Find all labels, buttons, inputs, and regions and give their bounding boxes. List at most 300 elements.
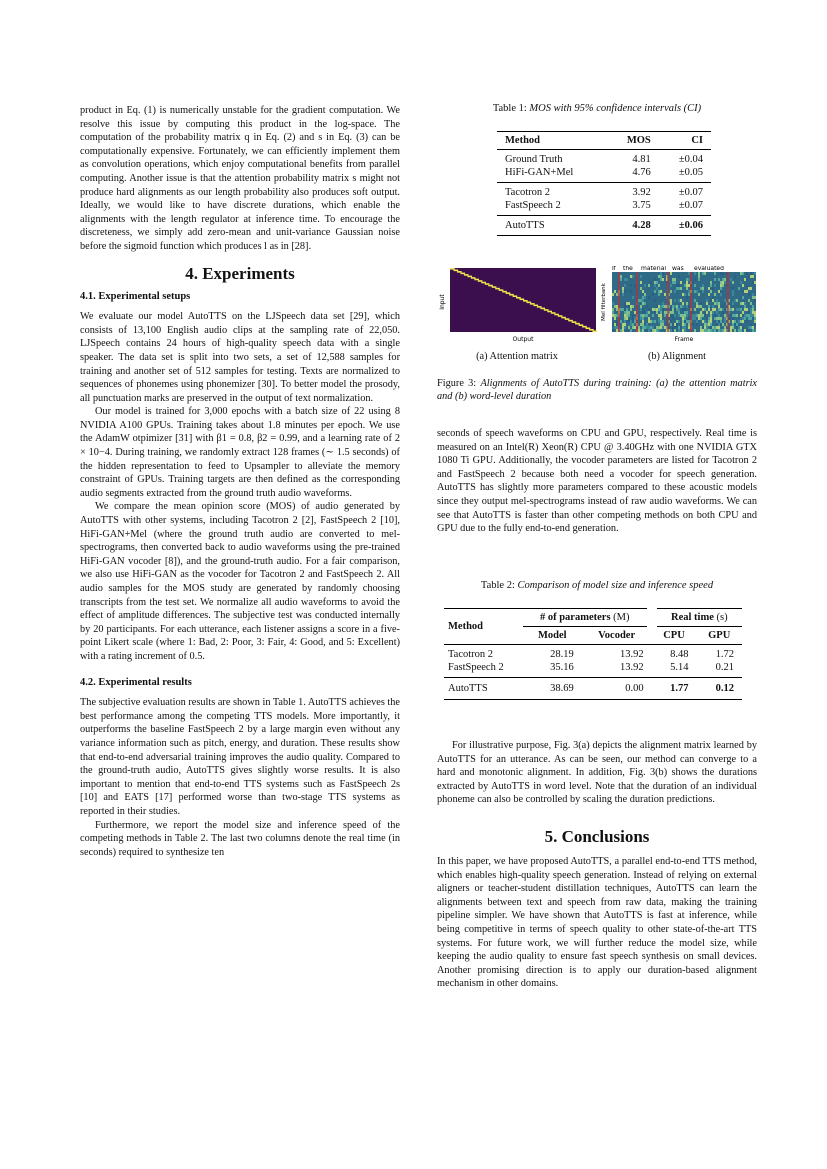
spectrogram-cell — [748, 317, 750, 320]
spectrogram-cell — [702, 320, 704, 323]
attention-cell — [460, 273, 465, 275]
table-row: FastSpeech 2 3.75 ±0.07 — [497, 199, 711, 216]
spectrogram-cell — [680, 281, 682, 284]
word-label: the — [623, 266, 633, 272]
spectrogram-cell — [722, 329, 724, 332]
spectrogram-cell — [640, 329, 642, 332]
spectrogram-cell — [676, 308, 678, 311]
spectrogram-cell — [742, 311, 744, 314]
spectrogram-cell — [646, 326, 648, 329]
spectrogram-cell — [684, 293, 686, 296]
spectrogram-cell — [710, 284, 712, 287]
spectrogram-cell — [716, 299, 718, 302]
spectrogram-cell — [660, 320, 662, 323]
attention-cell — [530, 303, 535, 305]
spectrogram-cell — [710, 317, 712, 320]
spectrogram-cell — [670, 302, 672, 305]
spectrogram-cell — [694, 272, 696, 275]
table1-header-method: Method — [505, 135, 540, 146]
spectrogram-cell — [742, 272, 744, 275]
attention-cell — [506, 292, 511, 294]
spectrogram-cell — [682, 305, 684, 308]
spectrogram-cell — [648, 320, 650, 323]
spectrogram-cell — [694, 278, 696, 281]
spectrogram-cell — [744, 305, 746, 308]
spectrogram-cell — [736, 314, 738, 317]
spectrogram-cell — [682, 302, 684, 305]
spectrogram-cell — [660, 314, 662, 317]
spectrogram-cell — [632, 314, 634, 317]
spectrogram-cell — [622, 290, 624, 293]
spectrogram-cell — [686, 305, 688, 308]
spectrogram-cell — [672, 323, 674, 326]
figure3-plots — [436, 266, 756, 346]
spectrogram-cell — [688, 290, 690, 293]
spectrogram-cell — [620, 278, 622, 281]
attention-cell — [467, 276, 472, 278]
spectrogram-cell — [730, 308, 732, 311]
spectrogram-cell — [698, 275, 700, 278]
spectrogram-cell — [716, 320, 718, 323]
spectrogram-cell — [678, 329, 680, 332]
spectrogram-cell — [642, 311, 644, 314]
spectrogram-cell — [670, 284, 672, 287]
spectrogram-cell — [614, 290, 616, 293]
spectrogram-cell — [632, 305, 634, 308]
spectrogram-cell — [688, 323, 690, 326]
spectrogram-cell — [658, 326, 660, 329]
spectrogram-cell — [724, 278, 726, 281]
spectrogram-cell — [652, 326, 654, 329]
spectrogram-cell — [658, 314, 660, 317]
spectrogram-cell — [678, 308, 680, 311]
spectrogram-cell — [740, 302, 742, 305]
spectrogram-cell — [684, 329, 686, 332]
spectrogram-cell — [616, 305, 618, 308]
spectrogram-cell — [714, 314, 716, 317]
spectrogram-cell — [672, 308, 674, 311]
spectrogram-cell — [652, 308, 654, 311]
spectrogram-cell — [712, 305, 714, 308]
spectrogram-cell — [754, 296, 756, 299]
spectrogram-cell — [702, 314, 704, 317]
spectrogram-cell — [754, 329, 756, 332]
spectrogram-cell — [714, 326, 716, 329]
spectrogram-cell — [746, 329, 748, 332]
spectrogram-cell — [656, 287, 658, 290]
spectrogram-cell — [624, 284, 626, 287]
spectrogram-cell — [708, 305, 710, 308]
spectrogram-cell — [622, 287, 624, 290]
spectrogram-cell — [674, 290, 676, 293]
spectrogram-cell — [750, 302, 752, 305]
spectrogram-cell — [658, 275, 660, 278]
spectrogram-cell — [630, 284, 632, 287]
spectrogram-cell — [674, 329, 676, 332]
spectrogram-cell — [662, 272, 664, 275]
spectrogram-cell — [712, 326, 714, 329]
spectrogram-cell — [686, 284, 688, 287]
spectrogram-cell — [648, 311, 650, 314]
spectrogram-cell — [708, 323, 710, 326]
spectrogram-cell — [720, 281, 722, 284]
spectrogram-cell — [624, 308, 626, 311]
spectrogram-cell — [632, 275, 634, 278]
spectrogram-cell — [694, 284, 696, 287]
spectrogram-cell — [754, 320, 756, 323]
spectrogram-cell — [684, 320, 686, 323]
spectrogram-cell — [730, 314, 732, 317]
spectrogram-cell — [642, 329, 644, 332]
spectrogram-cell — [622, 293, 624, 296]
spectrogram-cell — [746, 320, 748, 323]
attention-cell — [582, 326, 587, 328]
spectrogram-cell — [696, 320, 698, 323]
spectrogram-cell — [714, 308, 716, 311]
spectrogram-cell — [630, 290, 632, 293]
spectrogram-cell — [642, 308, 644, 311]
spectrogram-cell — [638, 299, 640, 302]
spectrogram-cell — [734, 314, 736, 317]
right-column-top — [437, 427, 757, 536]
spectrogram-cell — [656, 305, 658, 308]
attention-cell — [499, 289, 504, 291]
paragraph: product in Eq. (1) is numerically unstable for the gradient computation. We resolve this issue by computing this product in the log-space. The computation of the probability matrix q in Eq. (2) and s in Eq. (3) can be computationally expensive. Fortunately, we can efficiently implement them as convolution operations, which enjoy computational benefits from parallel computing. Another issue is that the attention probability matrix s might not produce hard alignments as our length probability also produces soft output. Ideally, we would like to have discrete durations, which enable the alignments with the length regulator at inference time. To encourage the discreteness, we simply add zero-mean and unit-variance Gaussian noise before the sigmoid function which produces l as in [28]. — [80, 105, 400, 252]
spectrogram-cell — [750, 308, 752, 311]
spectrogram-cell — [656, 326, 658, 329]
spectrogram-cell — [632, 296, 634, 299]
spectrogram-cell — [684, 284, 686, 287]
spectrogram-cell — [718, 278, 720, 281]
spectrogram-cell — [696, 290, 698, 293]
spectrogram-cell — [692, 311, 694, 314]
spectrogram-cell — [634, 320, 636, 323]
spectrogram-cell — [658, 320, 660, 323]
spectrogram-cell — [660, 311, 662, 314]
spectrogram-cell — [716, 302, 718, 305]
spectrogram-cell — [628, 320, 630, 323]
spectrogram-cell — [738, 287, 740, 290]
spectrogram-cell — [750, 287, 752, 290]
spectrogram-cell — [646, 305, 648, 308]
spectrogram-cell — [724, 317, 726, 320]
attention-cell — [492, 286, 497, 288]
spectrogram-cell — [708, 317, 710, 320]
attention-cell — [565, 318, 570, 320]
spectrogram-cell — [638, 329, 640, 332]
spectrogram-cell — [682, 320, 684, 323]
spectrogram-cell — [718, 323, 720, 326]
spectrogram-cell — [702, 284, 704, 287]
spectrogram-cell — [752, 296, 754, 299]
attention-cell — [516, 297, 521, 299]
spectrogram-cell — [708, 287, 710, 290]
spectrogram-cell — [662, 305, 664, 308]
attention-xlabel: Output — [512, 336, 534, 343]
attention-cell — [589, 329, 594, 331]
spectrogram-cell — [740, 296, 742, 299]
spectrogram-cell — [620, 329, 622, 332]
spectrogram-cell — [746, 290, 748, 293]
spectrogram-cell — [732, 314, 734, 317]
spectrogram-cell — [742, 290, 744, 293]
spectrogram-cell — [628, 314, 630, 317]
spectrogram-cell — [652, 293, 654, 296]
spectrogram-cell — [622, 329, 624, 332]
spectrogram-cell — [644, 284, 646, 287]
spectrogram-cell — [676, 287, 678, 290]
attention-cell — [547, 311, 552, 313]
attention-cell — [478, 280, 483, 282]
spectrogram-cell — [718, 317, 720, 320]
spectrogram-cell — [644, 311, 646, 314]
spectrogram-cell — [612, 323, 614, 326]
spectrogram-cell — [750, 275, 752, 278]
spectrogram-cell — [700, 305, 702, 308]
spectrogram-cell — [614, 317, 616, 320]
spectrogram-cell — [744, 278, 746, 281]
spectrogram-cell — [658, 329, 660, 332]
spectrogram-cell — [642, 299, 644, 302]
spectrogram-cell — [674, 308, 676, 311]
spectrogram-cell — [658, 317, 660, 320]
attention-cell — [481, 282, 486, 284]
spectrogram-cell — [722, 278, 724, 281]
spectrogram-cell — [676, 305, 678, 308]
spectrogram-cell — [678, 326, 680, 329]
spectrogram-cell — [650, 326, 652, 329]
spectrogram-cell — [720, 329, 722, 332]
spectrogram-cell — [676, 326, 678, 329]
table2-header-method: Method — [444, 609, 523, 645]
spectrogram-cell — [688, 284, 690, 287]
spectrogram-cell — [746, 272, 748, 275]
spectrogram-cell — [754, 272, 756, 275]
spectrogram-cell — [700, 311, 702, 314]
spectrogram-cell — [626, 302, 628, 305]
spectrogram-cell — [658, 293, 660, 296]
attention-cell — [540, 308, 545, 310]
spectrogram-cell — [612, 302, 614, 305]
spectrogram-cell — [630, 275, 632, 278]
spectrogram-cell — [642, 302, 644, 305]
spectrogram-cell — [614, 326, 616, 329]
attention-cell — [575, 323, 580, 325]
spectrogram-cell — [748, 311, 750, 314]
spectrogram-cell — [738, 329, 740, 332]
spectrogram-cell — [752, 314, 754, 317]
table-row: HiFi-GAN+Mel 4.76 ±0.05 — [497, 166, 711, 183]
spectrogram-cell — [678, 299, 680, 302]
spectrogram-cell — [742, 320, 744, 323]
alignment-plot — [601, 266, 756, 343]
spectrogram-cell — [734, 299, 736, 302]
spectrogram-cell — [620, 320, 622, 323]
spectrogram-cell — [710, 314, 712, 317]
spectrogram-cell — [628, 302, 630, 305]
spectrogram-cell — [640, 308, 642, 311]
spectrogram-cell — [622, 326, 624, 329]
spectrogram-cell — [720, 320, 722, 323]
attention-cell — [513, 295, 518, 297]
spectrogram-cell — [704, 311, 706, 314]
spectrogram-cell — [682, 308, 684, 311]
word-label: material — [641, 266, 667, 272]
spectrogram-cell — [616, 320, 618, 323]
spectrogram-cell — [670, 290, 672, 293]
table2-header-realtime: Real time (s) — [652, 609, 742, 627]
spectrogram-cell — [662, 302, 664, 305]
spectrogram-cell — [682, 314, 684, 317]
spectrogram-cell — [648, 308, 650, 311]
spectrogram-cell — [670, 314, 672, 317]
spectrogram-cell — [646, 323, 648, 326]
spectrogram-cell — [648, 329, 650, 332]
spectrogram-cell — [714, 329, 716, 332]
spectrogram-cell — [632, 317, 634, 320]
spectrogram-cell — [682, 326, 684, 329]
spectrogram-cell — [720, 323, 722, 326]
spectrogram-cell — [620, 275, 622, 278]
spectrogram-cell — [744, 290, 746, 293]
spectrogram-cell — [714, 320, 716, 323]
spectrogram-cell — [616, 326, 618, 329]
spectrogram-cell — [630, 308, 632, 311]
spectrogram-cell — [642, 314, 644, 317]
paragraph: We compare the mean opinion score (MOS) of audio generated by AutoTTS with other systems, including Tacotron 2 [2], FastSpeech 2 [10], HiFi-GAN+Mel (where the ground truth audio are converted to mel-spectrograms, then converted back to audio waveforms using the pre-trained HiFi-GAN vocoder [8]), and the ground-truth audio. For a fair comparison, we also use HiFi-GAN as the vocoder for Tacotron 2 and FastSpeech 2. All audio samples for the MOS study are generated by randomly choosing transcripts from the test set. We normalize all audio waveforms to avoid the effect of amplitude differences. The subjective test was conducted internally by 20 participants. For each utterance, each listener assigns a score in a five-point Likert scale (where 1: Bad, 2: Poor, 3: Fair, 4: Good, and 5: Excellent) with a rating increment of 0.5. — [80, 501, 400, 662]
spectrogram-cell — [682, 293, 684, 296]
spectrogram-cell — [744, 308, 746, 311]
spectrogram-cell — [640, 299, 642, 302]
spectrogram-cell — [676, 320, 678, 323]
spectrogram-cell — [712, 287, 714, 290]
spectrogram-cell — [732, 317, 734, 320]
paragraph: Furthermore, we report the model size and inference speed of the competing methods in Table 2. The last two columns denote the real time (in seconds) required to synthesize ten — [80, 819, 400, 858]
spectrogram-cell — [646, 329, 648, 332]
attention-matrix-plot — [439, 268, 597, 343]
spectrogram-cell — [654, 308, 656, 311]
spectrogram-cell — [710, 311, 712, 314]
figure3a-subcaption: (a) Attention matrix — [476, 351, 558, 362]
spectrogram-cell — [752, 281, 754, 284]
spectrogram-cell — [644, 296, 646, 299]
spectrogram-cell — [616, 323, 618, 326]
spectrogram-cell — [694, 329, 696, 332]
spectrogram-cell — [632, 326, 634, 329]
spectrogram-cell — [684, 323, 686, 326]
attention-cell — [488, 285, 493, 287]
spectrogram-cell — [736, 323, 738, 326]
attention-cell — [523, 300, 528, 302]
spectrogram-cell — [740, 314, 742, 317]
spectrogram-cell — [706, 317, 708, 320]
figure3-caption: Figure 3: Alignments of AutoTTS during training: (a) the attention matrix and (b) word-level duration — [437, 378, 758, 403]
spectrogram-cell — [710, 281, 712, 284]
spectrogram-cell — [716, 317, 718, 320]
spectrogram-cell — [702, 272, 704, 275]
spectrogram-cell — [678, 275, 680, 278]
spectrogram-cell — [706, 326, 708, 329]
alignment-xlabel: Frame — [674, 336, 694, 343]
spectrogram-cell — [750, 326, 752, 329]
spectrogram-cell — [622, 323, 624, 326]
spectrogram-cell — [694, 317, 696, 320]
spectrogram-cell — [652, 320, 654, 323]
spectrogram-cell — [674, 281, 676, 284]
spectrogram-cell — [686, 296, 688, 299]
spectrogram-cell — [696, 323, 698, 326]
table-row: AutoTTS 4.28 ±0.06 — [505, 220, 703, 231]
spectrogram-cell — [684, 308, 686, 311]
spectrogram-cell — [680, 287, 682, 290]
spectrogram-cell — [714, 272, 716, 275]
spectrogram-cell — [716, 311, 718, 314]
attention-cell — [537, 306, 542, 308]
spectrogram-cell — [700, 317, 702, 320]
spectrogram-cell — [750, 272, 752, 275]
spectrogram-cell — [650, 320, 652, 323]
spectrogram-cell — [706, 329, 708, 332]
spectrogram-cell — [646, 314, 648, 317]
spectrogram-cell — [724, 308, 726, 311]
spectrogram-cell — [674, 305, 676, 308]
spectrogram-cell — [742, 317, 744, 320]
spectrogram-cell — [698, 314, 700, 317]
spectrogram-cell — [642, 290, 644, 293]
spectrogram-cell — [692, 317, 694, 320]
spectrogram-cell — [640, 275, 642, 278]
paragraph: The subjective evaluation results are shown in Table 1. AutoTTS achieves the best performance among the competing TTS models. More importantly, it outperforms the baseline FastSpeech 2 by a large margin even without any variance information such as pitch, energy, and duration. These results show that end-to-end adversarial training improves the audio quality. Compared to the ground-truth audio, AutoTTS gives slightly worse results. It is also important to mention that end-to-end TTS systems such as FastSpeech 2s [10] and EATS [17] performed worse than two-stage TTS systems as reported in their studies. — [80, 697, 400, 817]
spectrogram-cell — [640, 281, 642, 284]
spectrogram-cell — [658, 308, 660, 311]
spectrogram-cell — [664, 293, 666, 296]
table1 — [497, 131, 711, 236]
subsection-title-setups: 4.1. Experimental setups — [80, 290, 191, 302]
spectrogram-cell — [640, 305, 642, 308]
spectrogram-cell — [748, 314, 750, 317]
spectrogram-cell — [714, 302, 716, 305]
spectrogram-cell — [612, 314, 614, 317]
spectrogram-cell — [736, 326, 738, 329]
spectrogram-cell — [720, 317, 722, 320]
spectrogram-cell — [626, 329, 628, 332]
spectrogram-cell — [688, 305, 690, 308]
spectrogram-cell — [654, 329, 656, 332]
attention-cell — [453, 270, 458, 272]
spectrogram-cell — [754, 281, 756, 284]
spectrogram-cell — [718, 326, 720, 329]
spectrogram-cell — [682, 323, 684, 326]
spectrogram-cell — [634, 326, 636, 329]
word-label: evaluated — [694, 266, 724, 272]
spectrogram-cell — [614, 323, 616, 326]
attention-cell — [485, 283, 490, 285]
spectrogram-cell — [684, 317, 686, 320]
spectrogram-cell — [616, 308, 618, 311]
spectrogram-cell — [672, 281, 674, 284]
spectrogram-cell — [642, 317, 644, 320]
spectrogram-cell — [672, 314, 674, 317]
spectrogram-cell — [682, 329, 684, 332]
figure3 — [436, 266, 756, 346]
spectrogram-cell — [654, 299, 656, 302]
spectrogram-cell — [712, 311, 714, 314]
spectrogram-cell — [634, 311, 636, 314]
spectrogram-cell — [696, 305, 698, 308]
spectrogram-cell — [672, 326, 674, 329]
spectrogram-cell — [732, 287, 734, 290]
attention-cell — [593, 330, 598, 332]
